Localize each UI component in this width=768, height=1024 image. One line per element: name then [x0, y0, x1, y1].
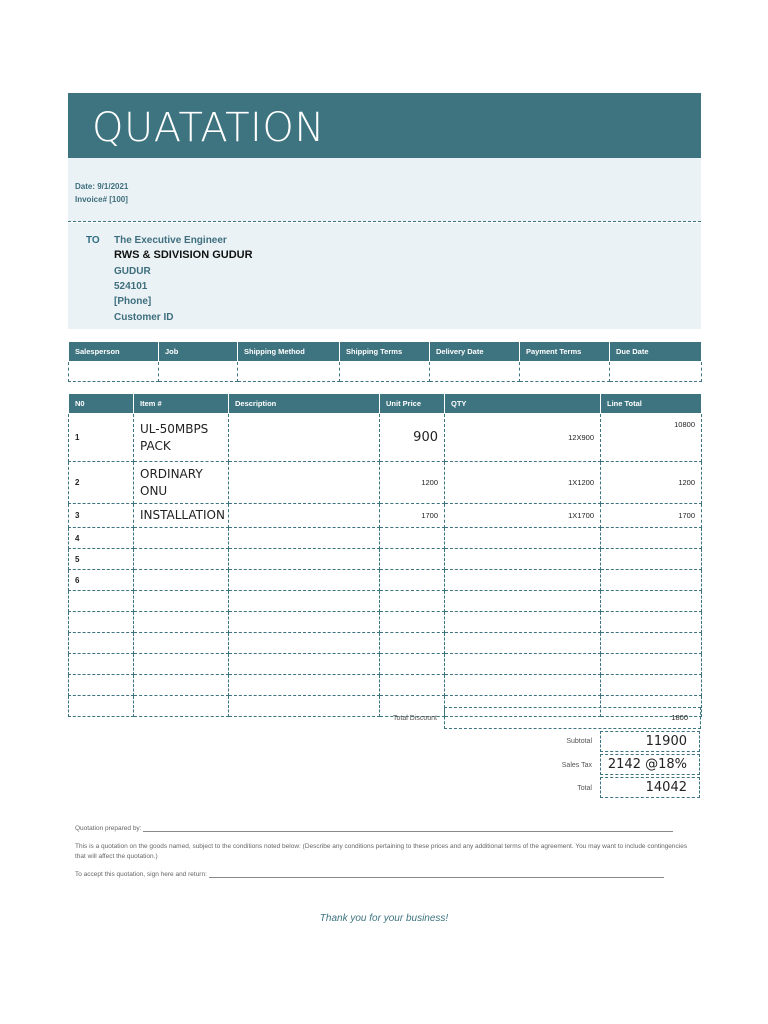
description-cell[interactable]: [229, 654, 380, 675]
recipient-line: RWS & SDIVISION GUDUR: [114, 249, 253, 261]
line-total-cell[interactable]: [601, 633, 702, 654]
prepared-by-label: Quotation prepared by:: [75, 825, 142, 832]
item-cell[interactable]: [134, 570, 229, 591]
total-value: 14042: [600, 777, 700, 798]
qty-cell[interactable]: 1X1700: [445, 504, 601, 528]
table-row: [69, 528, 702, 549]
recipient-block: [68, 223, 701, 329]
item-cell[interactable]: [134, 675, 229, 696]
unit-price-cell[interactable]: [380, 591, 445, 612]
description-cell[interactable]: [229, 675, 380, 696]
subtotal-value: 11900: [600, 731, 700, 752]
col-header: N0: [69, 394, 134, 414]
description-cell[interactable]: [229, 462, 380, 504]
accept-line: [75, 871, 695, 878]
sales-tax-label: Sales Tax: [561, 762, 592, 769]
items-table: [68, 393, 702, 717]
table-row: [69, 504, 702, 528]
table-row: [69, 414, 702, 462]
conditions-text: This is a quotation on the goods named, subject to the conditions noted below: (Describe any conditions pertaining to these prices and any additional terms of the agreement. You may want to include contingencies that will affect the quotation.): [75, 843, 688, 860]
thank-you-note: Thank you for your business!: [319, 913, 449, 924]
item-cell[interactable]: [134, 528, 229, 549]
item-cell[interactable]: [134, 591, 229, 612]
description-cell[interactable]: [229, 528, 380, 549]
col-header: Unit Price: [380, 394, 445, 414]
unit-price-cell[interactable]: [380, 528, 445, 549]
description-cell[interactable]: [229, 570, 380, 591]
invoice-number: Invoice# [100]: [75, 195, 128, 204]
item-cell[interactable]: [134, 696, 229, 717]
qty-cell[interactable]: [445, 570, 601, 591]
prepared-by-field[interactable]: [143, 831, 673, 832]
qty-cell[interactable]: [445, 633, 601, 654]
item-cell[interactable]: [134, 612, 229, 633]
unit-price-cell[interactable]: [380, 654, 445, 675]
col-header: Due Date: [610, 342, 702, 362]
recipient-line: [Phone]: [114, 296, 152, 307]
recipient-line: 524101: [114, 281, 148, 292]
col-header: Salesperson: [69, 342, 159, 362]
subtotal-label: Subtotal: [566, 738, 592, 745]
table-row: [69, 675, 702, 696]
row-number[interactable]: [69, 696, 134, 717]
title-banner: [68, 93, 701, 158]
col-header: Line Total: [601, 394, 702, 414]
col-header: Item #: [134, 394, 229, 414]
line-total-cell[interactable]: [601, 612, 702, 633]
prepared-by-line: [75, 825, 695, 832]
shipping-table: [68, 341, 702, 382]
row-number[interactable]: 5: [69, 549, 134, 570]
row-number[interactable]: [69, 675, 134, 696]
qty-cell[interactable]: [445, 675, 601, 696]
unit-price-cell[interactable]: [380, 633, 445, 654]
col-header: Shipping Method: [238, 342, 340, 362]
qty-cell[interactable]: [445, 528, 601, 549]
description-cell[interactable]: [229, 549, 380, 570]
description-cell[interactable]: [229, 612, 380, 633]
qty-cell[interactable]: 1X1200: [445, 462, 601, 504]
line-total-cell[interactable]: [601, 675, 702, 696]
unit-price-cell[interactable]: [380, 675, 445, 696]
unit-price-cell[interactable]: 1200: [380, 462, 445, 504]
row-number[interactable]: 2: [69, 462, 134, 504]
line-total-cell[interactable]: [601, 528, 702, 549]
col-header: Description: [229, 394, 380, 414]
recipient-line: Customer ID: [114, 312, 174, 323]
unit-price-cell[interactable]: [380, 549, 445, 570]
col-header: QTY: [445, 394, 601, 414]
item-cell[interactable]: INSTALLATION: [134, 504, 229, 528]
qty-cell[interactable]: [445, 549, 601, 570]
page-title: QUATATION: [92, 105, 325, 151]
row-number[interactable]: [69, 654, 134, 675]
description-cell[interactable]: [229, 504, 380, 528]
date-text: Date: 9/1/2021: [75, 182, 129, 191]
total-discount-label: Total Discount: [393, 715, 437, 722]
qty-cell[interactable]: 12X900: [445, 414, 601, 462]
line-total-cell[interactable]: [601, 549, 702, 570]
description-cell[interactable]: [229, 696, 380, 717]
row-number[interactable]: 4: [69, 528, 134, 549]
table-row: [69, 591, 702, 612]
shipping-terms-cell[interactable]: [340, 362, 430, 382]
due-date-cell[interactable]: [610, 362, 702, 382]
row-number[interactable]: 1: [69, 414, 134, 462]
col-header: Delivery Date: [430, 342, 520, 362]
line-total-cell[interactable]: [601, 591, 702, 612]
row-number[interactable]: [69, 633, 134, 654]
table-row: [69, 612, 702, 633]
job-cell[interactable]: [159, 362, 238, 382]
description-cell[interactable]: [229, 591, 380, 612]
unit-price-cell[interactable]: [380, 696, 445, 717]
delivery-date-cell[interactable]: [430, 362, 520, 382]
table-row: [69, 570, 702, 591]
to-label: TO: [86, 235, 100, 246]
col-header: Job: [159, 342, 238, 362]
qty-cell[interactable]: [445, 591, 601, 612]
total-label: Total: [577, 785, 592, 792]
unit-price-cell[interactable]: 900: [380, 414, 445, 462]
item-cell[interactable]: [134, 654, 229, 675]
recipient-line: GUDUR: [114, 266, 151, 277]
unit-price-cell[interactable]: [380, 570, 445, 591]
line-total-cell[interactable]: 1200: [601, 462, 702, 504]
description-cell[interactable]: [229, 414, 380, 462]
line-total-cell[interactable]: 1700: [601, 504, 702, 528]
total-discount-value: 1800: [671, 713, 688, 722]
unit-price-cell[interactable]: [380, 612, 445, 633]
accept-label: To accept this quotation, sign here and return:: [75, 871, 207, 878]
table-row: [69, 654, 702, 675]
item-cell[interactable]: [134, 549, 229, 570]
col-header: Shipping Terms: [340, 342, 430, 362]
qty-cell[interactable]: [445, 654, 601, 675]
invoice-meta: [68, 158, 701, 222]
row-number[interactable]: [69, 612, 134, 633]
signature-field[interactable]: [209, 877, 664, 878]
row-number[interactable]: 3: [69, 504, 134, 528]
total-discount-box: [444, 707, 701, 729]
row-number[interactable]: 6: [69, 570, 134, 591]
table-row: [69, 549, 702, 570]
line-total-cell[interactable]: [601, 570, 702, 591]
description-cell[interactable]: [229, 633, 380, 654]
unit-price-cell[interactable]: 1700: [380, 504, 445, 528]
line-total-cell[interactable]: [601, 654, 702, 675]
salesperson-cell[interactable]: [69, 362, 159, 382]
item-cell[interactable]: [134, 633, 229, 654]
item-cell[interactable]: ORDINARY ONU: [134, 462, 229, 504]
row-number[interactable]: [69, 591, 134, 612]
table-row: [69, 633, 702, 654]
qty-cell[interactable]: [445, 612, 601, 633]
sales-tax-value: 2142 @18%: [600, 754, 700, 775]
line-total-cell[interactable]: 10800: [601, 414, 702, 462]
col-header: Payment Terms: [520, 342, 610, 362]
payment-terms-cell[interactable]: [520, 362, 610, 382]
table-row: [69, 462, 702, 504]
item-cell[interactable]: UL-50MBPS PACK: [134, 414, 229, 462]
shipping-method-cell[interactable]: [238, 362, 340, 382]
recipient-line: The Executive Engineer: [114, 235, 227, 246]
